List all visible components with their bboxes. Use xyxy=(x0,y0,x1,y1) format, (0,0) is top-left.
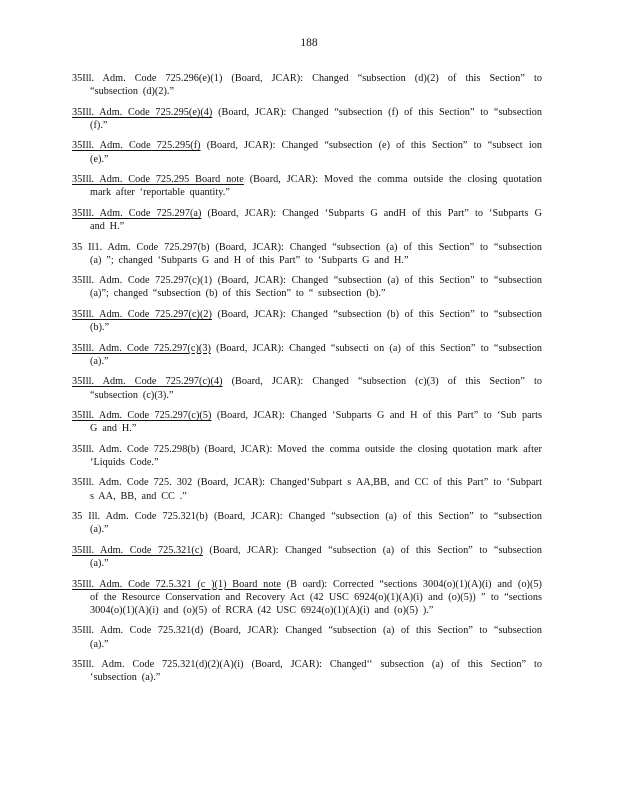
errata-entry xyxy=(72,342,542,368)
entry-text: (Board, JCAR): Changed ‘Subparts G and H of this Part” to ‘Sub parts G and H.” xyxy=(90,410,542,435)
entry-text: (Board, JCAR): Moved the comma outside the closing quotation mark after ‘Liquids Code.” xyxy=(90,443,542,468)
errata-entry xyxy=(72,274,542,300)
entry-citation: 35Ill. Adm. Code 725.297(a) xyxy=(72,207,202,219)
errata-entry xyxy=(72,578,542,618)
errata-entry xyxy=(72,658,542,684)
entry-citation: 35 Il1. Adm. Code 725.297(b) xyxy=(72,241,210,253)
entry-text: (Board, JCAR): Changed “subsection (a) of this Section” to “subsection (a)”; changed “subsection (b) of this Section” to “ subsection (b).” xyxy=(90,275,543,300)
entry-text: (Board, JCAR): Changed “subsection (b) of this Section” to “subsection (b).” xyxy=(90,308,542,334)
entry-text: (Board, JCAR): Changed “subsection (a) of this Section” to “subsection (a).” xyxy=(90,544,542,570)
errata-entry xyxy=(72,476,542,502)
page-number: 188 xyxy=(300,37,318,49)
entry-citation: 35Ill. Adm. Code 725. 302 xyxy=(72,477,193,489)
entry-text: (Board, JCAR): Changed “subsection (d)(2) of this Section” to “subsection (d)(2).” xyxy=(90,73,542,98)
entry-text: (B oard): Corrected “sections 3004(o)(1)(A)(i) and (o)(5) of the Resource Conservation and Recovery Act (42 USC 6924(o)(1)(A)(i) and (o)(5)) ” to “sections 3004(o)(1)(A)(i) and (o)(5) of RCRA (42 USC 6924(o)(1)(A)(i) and (o)(5) ).” xyxy=(90,578,542,616)
entry-citation: 35Ill. Adm. Code 725.297(c)(3) xyxy=(72,342,211,354)
errata-entry xyxy=(72,106,542,132)
entry-text: (Board, JCAR): Changed “subsection (e) of this Section” to “subsect ion (e).” xyxy=(90,140,542,165)
errata-entry xyxy=(72,409,542,435)
entry-citation: 35Ill. Adm. Code 725.297(c)(1) xyxy=(72,275,213,287)
errata-entry xyxy=(72,241,542,267)
errata-entry xyxy=(72,510,542,536)
errata-entry xyxy=(72,375,542,401)
entry-text: (Board, JCAR): Changed “subsection (f) of this Section” to “subsection (f).” xyxy=(90,106,543,131)
errata-entry xyxy=(72,308,542,334)
entry-text: (Board, JCAR): Changed “subsection (c)(3) of this Section” to “subsection (c)(3).” xyxy=(90,376,542,401)
entry-text: (Board, JCAR): Changed‘Subpart s AA,BB, and CC of this Part” to ‘Subpart s AA, BB, and CC .” xyxy=(90,477,542,502)
entry-citation: 35Ill. Adm. Code 725.297(c)(5) xyxy=(72,410,212,422)
entry-citation: 35Ill. Adm. Code 725.321(c) xyxy=(72,544,203,556)
entry-citation: 35Ill. Adm. Code 725.295(f) xyxy=(72,140,201,152)
entry-citation: 35Ill. Adm. Code 725.298(b) xyxy=(72,443,200,455)
errata-entry xyxy=(72,544,542,570)
errata-entry xyxy=(72,139,542,165)
errata-entry xyxy=(72,173,542,199)
errata-entry xyxy=(72,72,542,98)
entry-text: (Board, JCAR): Changed “subsection (a) of this Section” to “subsection (a).” xyxy=(90,511,542,536)
entry-citation: 35Ill. Adm. Code 725.296(e)(1) xyxy=(72,73,223,84)
entry-citation: 35Ill. Adm. Code 72.5.321 (c )(1) Board note xyxy=(72,578,281,590)
entry-citation: 35Ill. Adm. Code 725.321(d)(2)(A)(i) xyxy=(72,659,244,671)
entry-citation: 35Ill. Adm. Code 725.295 Board note xyxy=(72,174,244,186)
errata-entry xyxy=(72,443,542,469)
errata-list xyxy=(72,72,542,692)
entry-text: (Board, JCAR): Changed “subsection (a) of this Section” to “subsection (a).” xyxy=(90,625,543,650)
entry-text: (Board, JCAR): Changed‘‘ subsection (a) of this Section” to ‘subsection (a).” xyxy=(90,659,542,684)
entry-citation: 35Ill. Adm. Code 725.297(c)(2) xyxy=(72,308,212,320)
entry-citation: 35Ill. Adm. Code 725.297(c)(4) xyxy=(72,376,223,388)
entry-citation: 35 Ill. Adm. Code 725.321(b) xyxy=(72,511,208,523)
entry-text: (Board, JCAR): Changed “subsection (a) of this Section” to “subsection (a) ”; changed ‘Subparts G and H of this Part” to ‘Subparts G and H.” xyxy=(90,241,542,266)
errata-entry xyxy=(72,624,542,650)
errata-entry xyxy=(72,207,542,233)
entry-text: (Board, JCAR): Changed ‘Subparts G andH of this Part” to ‘Subparts G and H.” xyxy=(90,207,542,233)
entry-citation: 35Ill. Adm. Code 725.321(d) xyxy=(72,625,204,637)
entry-text: (Board, JCAR): Changed “subsecti on (a) of this Section” to “subsection (a).” xyxy=(90,342,543,367)
entry-text: (Board, JCAR): Moved the comma outside the closing quotation mark after ‘reportable quantity.” xyxy=(90,174,542,199)
entry-citation: 35Ill. Adm. Code 725.295(e)(4) xyxy=(72,106,213,118)
